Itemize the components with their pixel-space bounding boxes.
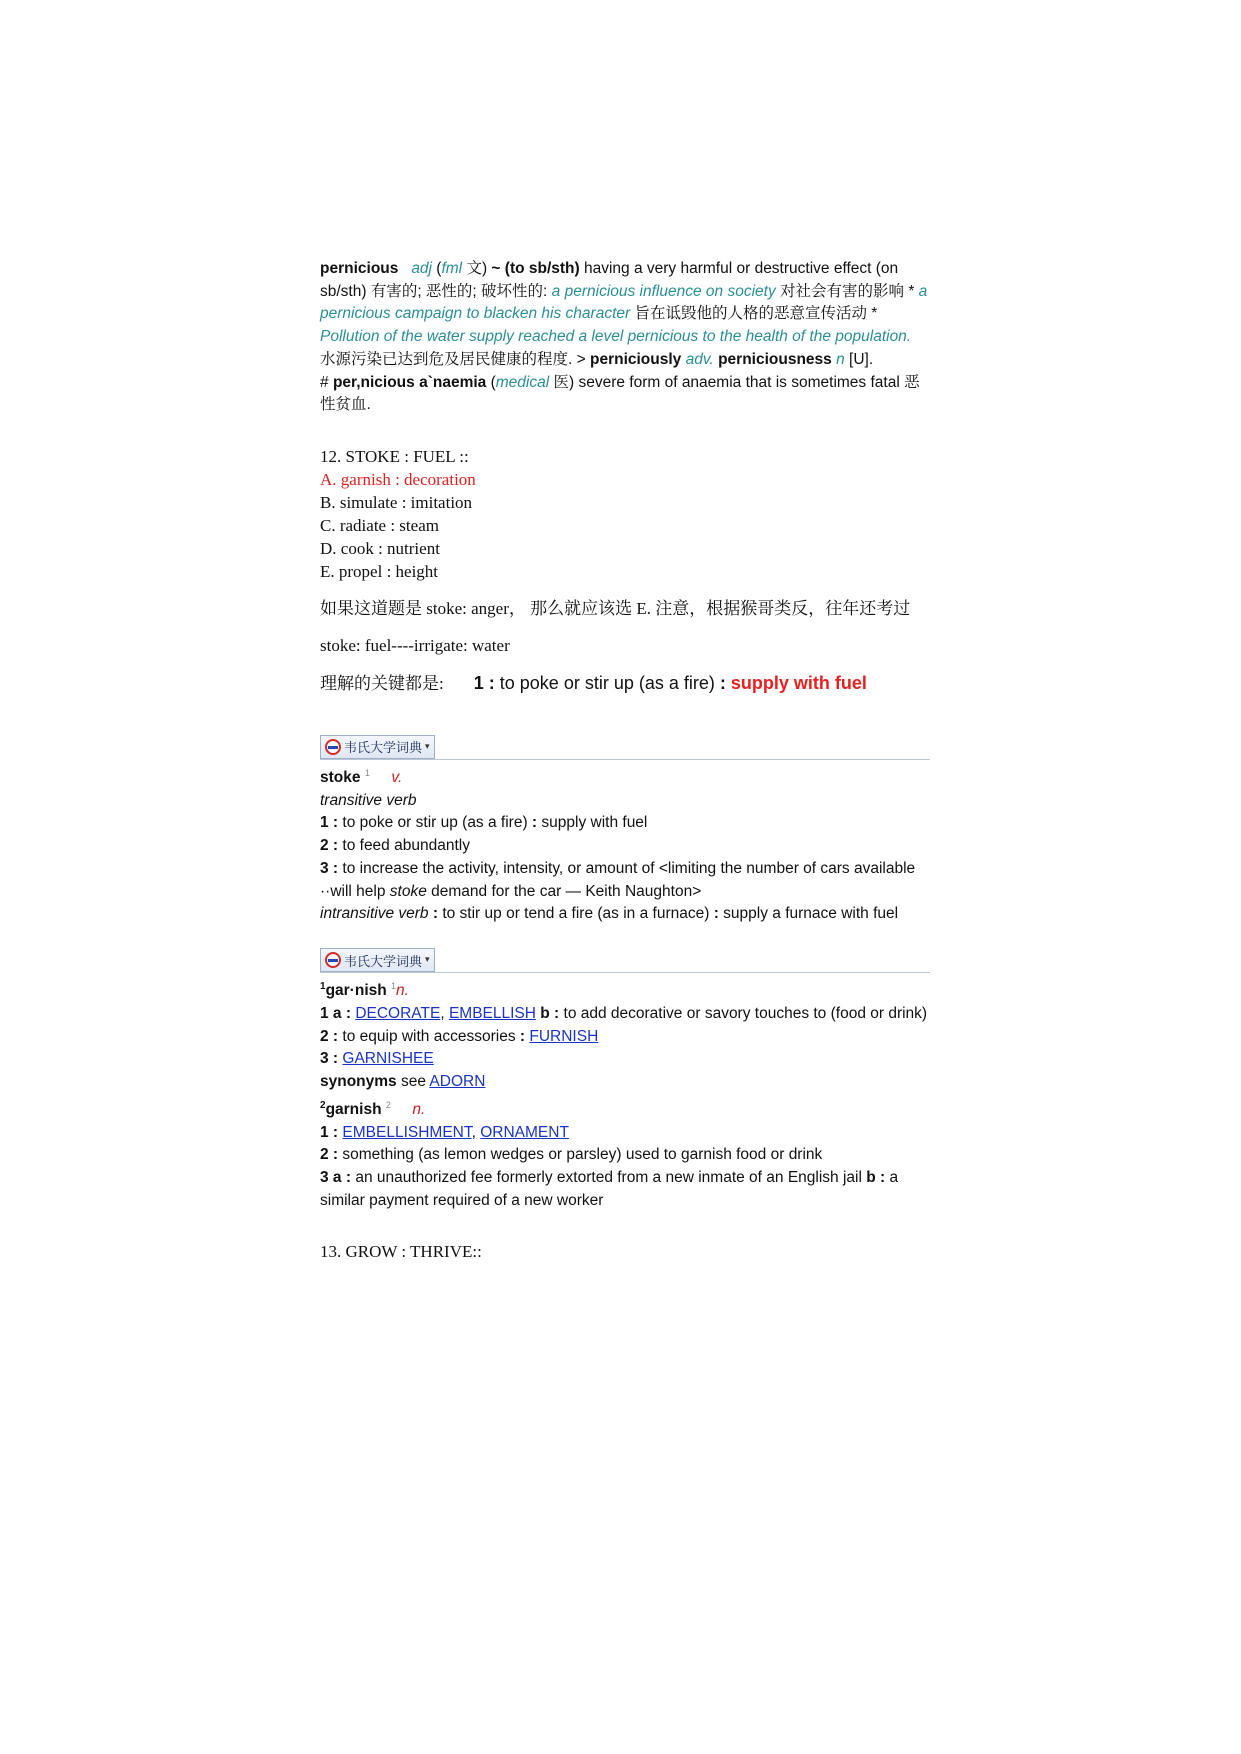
answer-option: B. simulate : imitation <box>320 492 473 512</box>
compound-headword: per,nicious a`naemia <box>332 373 487 391</box>
answer-option: D. cook : nutrient <box>320 538 440 558</box>
synonyms-label: synonyms <box>320 1072 397 1090</box>
part-of-speech: adj <box>411 260 432 277</box>
headword: garnish <box>325 1100 382 1118</box>
sense-number: 3 a : <box>320 1168 352 1186</box>
subhead: transitive verb <box>320 791 417 809</box>
sense <box>320 858 930 903</box>
answer-option: A. garnish : decoration <box>320 469 476 489</box>
register-label: fml <box>441 260 463 277</box>
sense-text: to increase the activity, intensity, or amount of <limiting the number of cars available ··will help <box>320 859 916 900</box>
derivative: perniciousness <box>718 350 832 368</box>
garnish-entry <box>320 975 930 1212</box>
example: Pollution of the water supply reached a level pernicious to the health of the population. <box>320 328 912 346</box>
chevron-down-icon: ▾ <box>425 741 430 752</box>
sense <box>320 1167 930 1212</box>
answer-option: E. propel : height <box>320 561 439 581</box>
sense <box>320 812 930 835</box>
synonyms-line <box>320 1071 930 1094</box>
question-12 <box>320 445 930 583</box>
comma: , <box>471 1123 481 1141</box>
cross-reference-link[interactable]: DECORATE <box>355 1004 441 1022</box>
key-colon: : <box>719 672 726 693</box>
example: a pernicious influence on society <box>551 282 776 300</box>
sense-text: something (as lemon wedges or parsley) used to garnish food or drink <box>338 1146 823 1164</box>
sense-colon: : <box>531 814 538 832</box>
sense <box>320 835 930 858</box>
domain-cn: 医) <box>549 373 575 391</box>
sense-text: to equip with accessories <box>338 1027 520 1045</box>
intransitive-label: intransitive verb <box>320 905 429 923</box>
sense-number: 1 : <box>320 1123 339 1141</box>
entry-headline <box>320 975 930 1003</box>
sense-italic: stoke <box>389 882 427 900</box>
cross-reference-link[interactable]: ADORN <box>429 1072 486 1090</box>
domain-label: medical <box>495 373 550 391</box>
answer-option: C. radiate : steam <box>320 515 439 535</box>
sense-colon: : <box>428 905 439 923</box>
sense <box>320 1048 930 1071</box>
dictionary-logo-icon <box>325 739 341 755</box>
question-13-title: 13. GROW : THRIVE:: <box>320 1242 482 1262</box>
sense-text: to poke or stir up (as a fire) <box>338 814 532 832</box>
paren: ( <box>432 260 442 277</box>
paren: ( <box>486 373 496 391</box>
sense <box>320 1003 930 1026</box>
document-page <box>320 258 930 1263</box>
derivative-pos: n <box>836 350 845 368</box>
sense-tail: a similar payment required of a new worker <box>320 1168 899 1209</box>
key-text: to poke or stir up (as a fire) <box>494 672 720 693</box>
key-line <box>320 671 930 695</box>
dictionary-tab[interactable] <box>320 948 435 972</box>
derivative-tail: [U]. <box>844 350 874 368</box>
comma: , <box>440 1004 449 1022</box>
sense-number: 3 : <box>320 859 339 877</box>
sense-number: 2 : <box>320 837 339 855</box>
homograph-number: 1 <box>364 767 370 778</box>
headword: pernicious <box>320 260 399 277</box>
dictionary-logo-icon <box>325 952 341 968</box>
analogy-pair: stoke: fuel----irrigate: water <box>320 635 510 655</box>
homograph-number: 1 <box>320 981 326 992</box>
definition: having a very harmful or destructive effect (on sb/sth) 有害的; 恶性的; 破坏性的: <box>320 260 899 300</box>
sense-number: 1 a : <box>320 1004 352 1022</box>
key-num: 1 : <box>473 672 495 693</box>
sense-number: 1 : <box>320 814 339 832</box>
homograph-number: 2 <box>320 1099 326 1111</box>
question-title: 12. STOKE : FUEL :: <box>320 446 469 466</box>
note: 如果这道题是 stoke: anger， 那么就应该选 E. 注意，根据猴哥类反，往年还考过 <box>320 598 911 618</box>
part-of-speech: n. <box>412 1100 426 1118</box>
cross-reference-link[interactable]: EMBELLISHMENT <box>342 1123 472 1141</box>
homograph-number: 2 <box>385 1099 391 1110</box>
synonyms-see: see <box>396 1072 430 1090</box>
derivative: perniciously <box>589 350 682 368</box>
cross-reference-link[interactable]: GARNISHEE <box>342 1050 434 1068</box>
homograph-number: 1 <box>391 981 397 991</box>
entry-headline <box>320 1094 930 1122</box>
sense-number: 2 : <box>320 1027 339 1045</box>
example: a pernicious campaign to blacken his character <box>320 282 928 323</box>
sense-tail: supply a furnace with fuel <box>718 905 899 923</box>
pattern: ~ (to sb/sth) <box>491 260 580 277</box>
sense-letter: b : <box>866 1168 886 1186</box>
dictionary-tab[interactable] <box>320 735 435 759</box>
stoke-entry <box>320 762 930 926</box>
sense <box>320 1122 930 1145</box>
sense-colon: : <box>713 905 719 923</box>
sense <box>320 1026 930 1049</box>
sense-number: 2 : <box>320 1146 339 1164</box>
sense-letter: b : <box>535 1004 560 1022</box>
sense <box>320 1144 930 1167</box>
chevron-down-icon: ▾ <box>425 955 430 965</box>
sense-number: 3 : <box>320 1050 339 1068</box>
sense <box>320 903 930 926</box>
key-prefix: 理解的关键都是: <box>320 673 444 693</box>
sense-text: to feed abundantly <box>338 837 470 855</box>
sense-text: to add decorative or savory touches to (food or drink) <box>559 1004 928 1022</box>
part-of-speech: v. <box>391 769 403 787</box>
sense-text: to stir up or tend a fire (as in a furnace) <box>438 905 714 923</box>
dictionary-header <box>320 735 930 760</box>
sense-colon: : <box>519 1027 526 1045</box>
headword: stoke <box>320 769 361 787</box>
example-translation: 旨在诋毁他的人格的恶意宣传活动 * <box>630 305 878 323</box>
part-of-speech: n. <box>396 982 409 1000</box>
compound-marker: # <box>320 373 333 391</box>
cross-reference-link[interactable]: ORNAMENT <box>480 1123 569 1141</box>
cross-reference-link[interactable]: FURNISH <box>529 1027 599 1045</box>
sense-tail: supply with fuel <box>537 814 648 832</box>
example-translation: 对社会有害的影响 * <box>775 282 919 300</box>
cross-reference-link[interactable]: EMBELLISH <box>448 1004 536 1022</box>
entry-headline <box>320 762 930 790</box>
headword: gar·nish <box>325 982 387 1000</box>
key-highlight: supply with fuel <box>725 672 867 693</box>
compound-definition: severe form of anaemia that is sometimes fatal 恶性贫血. <box>320 373 920 414</box>
sense-text: an unauthorized fee formerly extorted from a new inmate of an English jail <box>351 1168 867 1186</box>
pernicious-entry <box>320 258 930 417</box>
dictionary-tab-label: 韦氏大学词典 <box>344 954 423 970</box>
register-cn: 文) <box>462 260 492 277</box>
dictionary-header <box>320 948 930 973</box>
example-translation: 水源污染已达到危及居民健康的程度. > <box>320 350 590 368</box>
derivative-pos: adv. <box>685 350 714 368</box>
dictionary-tab-label: 韦氏大学词典 <box>344 741 423 757</box>
sense-tail: demand for the car — Keith Naughton> <box>426 882 702 900</box>
